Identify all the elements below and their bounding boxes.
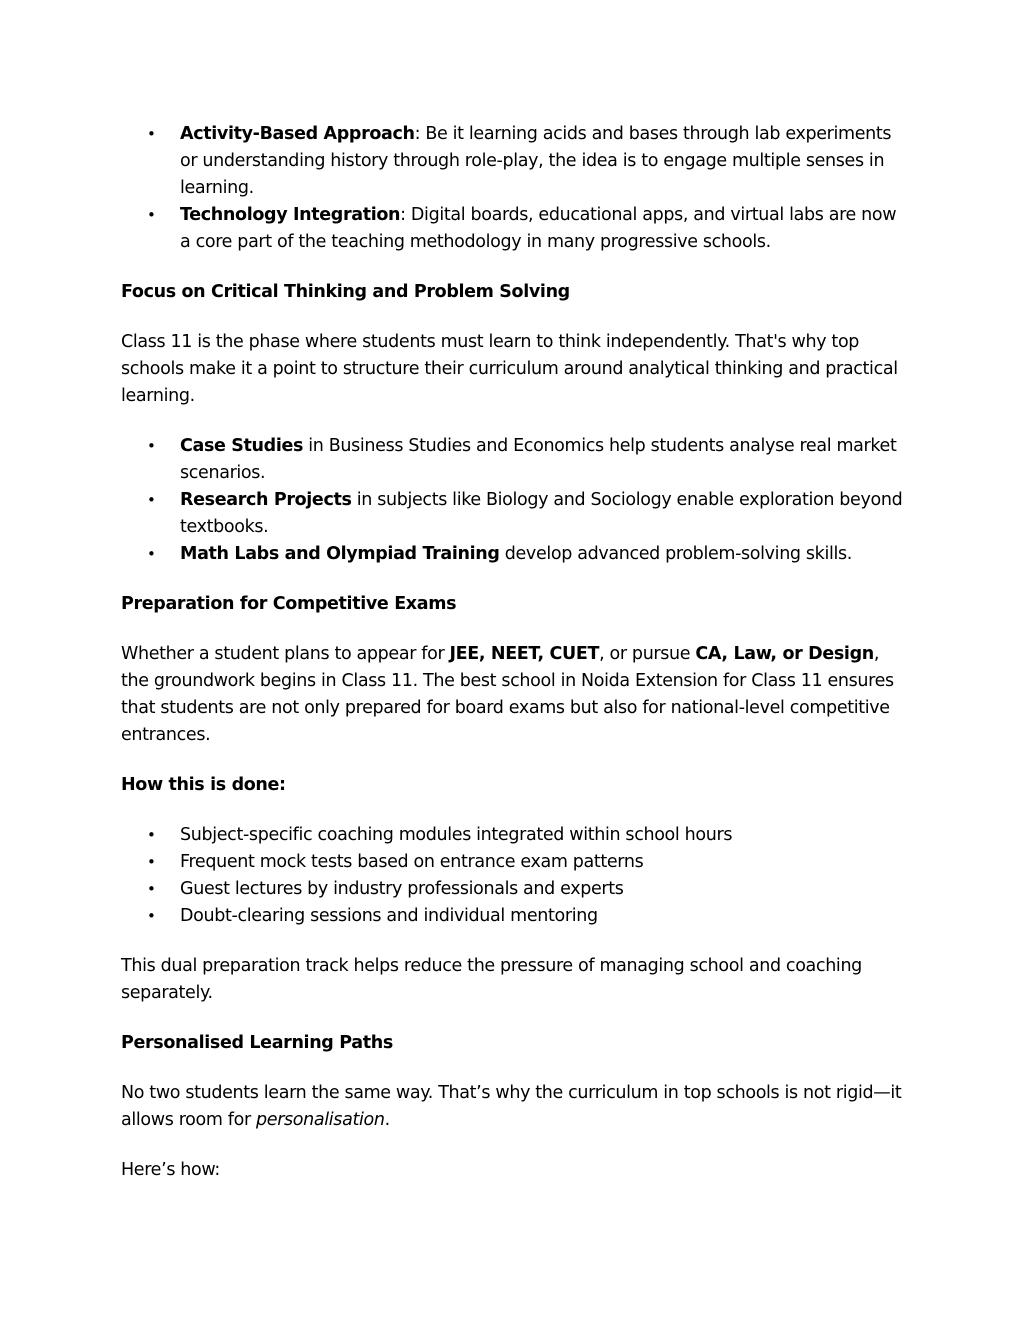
teaching-approach-list [121,121,911,256]
exam-prep-list [121,822,911,930]
list-item [180,202,911,256]
list-item [180,433,911,487]
list-item [180,541,911,568]
list-item-term: Math Labs and Olympiad Training [180,544,500,564]
paragraph-text: . [384,1110,390,1130]
list-item-separator: : [400,205,406,225]
list-item-text: in Business Studies and Economics help students analyse real market scenarios. [180,436,897,483]
paragraph [121,641,911,749]
list-item-term: Case Studies [180,436,304,456]
paragraph: Here’s how: [121,1160,220,1180]
list-item-text: Digital boards, educational apps, and virtual labs are now a core part of the teaching methodology in many progressive schools. [180,205,897,252]
critical-thinking-list [121,433,911,568]
paragraph: Class 11 is the phase where students must learn to think independently. That's why top schools make it a point to structure their curriculum around analytical thinking and practical learning. [121,332,898,406]
list-item-text: develop advanced problem-solving skills. [499,544,852,564]
section-heading: Focus on Critical Thinking and Problem Solving [121,282,570,302]
paragraph-text: Whether a student plans to appear for [121,644,450,664]
paragraph [121,1080,911,1134]
paragraph-text: , the groundwork begins in Class 11. The best school in Noida Extension for Class 11 ensures that students are not only prepared for board exams but also for national-level competitive entrances. [121,644,894,745]
list-item: • Subject-specific coaching modules integrated within school hours [180,822,911,849]
list-item: • Guest lectures by industry professionals and experts [180,876,911,903]
list-item [180,487,911,541]
list-item-term: Technology Integration [180,205,401,225]
list-item-term: Activity-Based Approach [180,124,415,144]
section-heading: Preparation for Competitive Exams [121,594,457,614]
section-heading: Personalised Learning Paths [121,1033,393,1053]
list-item-term: Research Projects [180,490,352,510]
list-item-text: Be it learning acids and bases through lab experiments or understanding history through role-play, the idea is to engage multiple senses in learning. [180,124,892,198]
list-item [180,121,911,202]
career-names: CA, Law, or Design [695,644,874,664]
list-item: • Frequent mock tests based on entrance exam patterns [180,849,911,876]
paragraph: This dual preparation track helps reduce the pressure of managing school and coaching separately. [121,956,862,1003]
list-item-separator: : [414,124,421,144]
subheading: How this is done: [121,775,286,795]
list-item: • Doubt-clearing sessions and individual mentoring [180,903,911,930]
list-item-text: in subjects like Biology and Sociology enable exploration beyond textbooks. [180,490,903,537]
document-content [121,121,911,1184]
paragraph-text: , or pursue [599,644,696,664]
exam-names: JEE, NEET, CUET [449,644,600,664]
paragraph-text: No two students learn the same way. That’s why the curriculum in top schools is not rigid—it allows room for [121,1083,902,1130]
emphasis-text: personalisation [256,1110,385,1130]
